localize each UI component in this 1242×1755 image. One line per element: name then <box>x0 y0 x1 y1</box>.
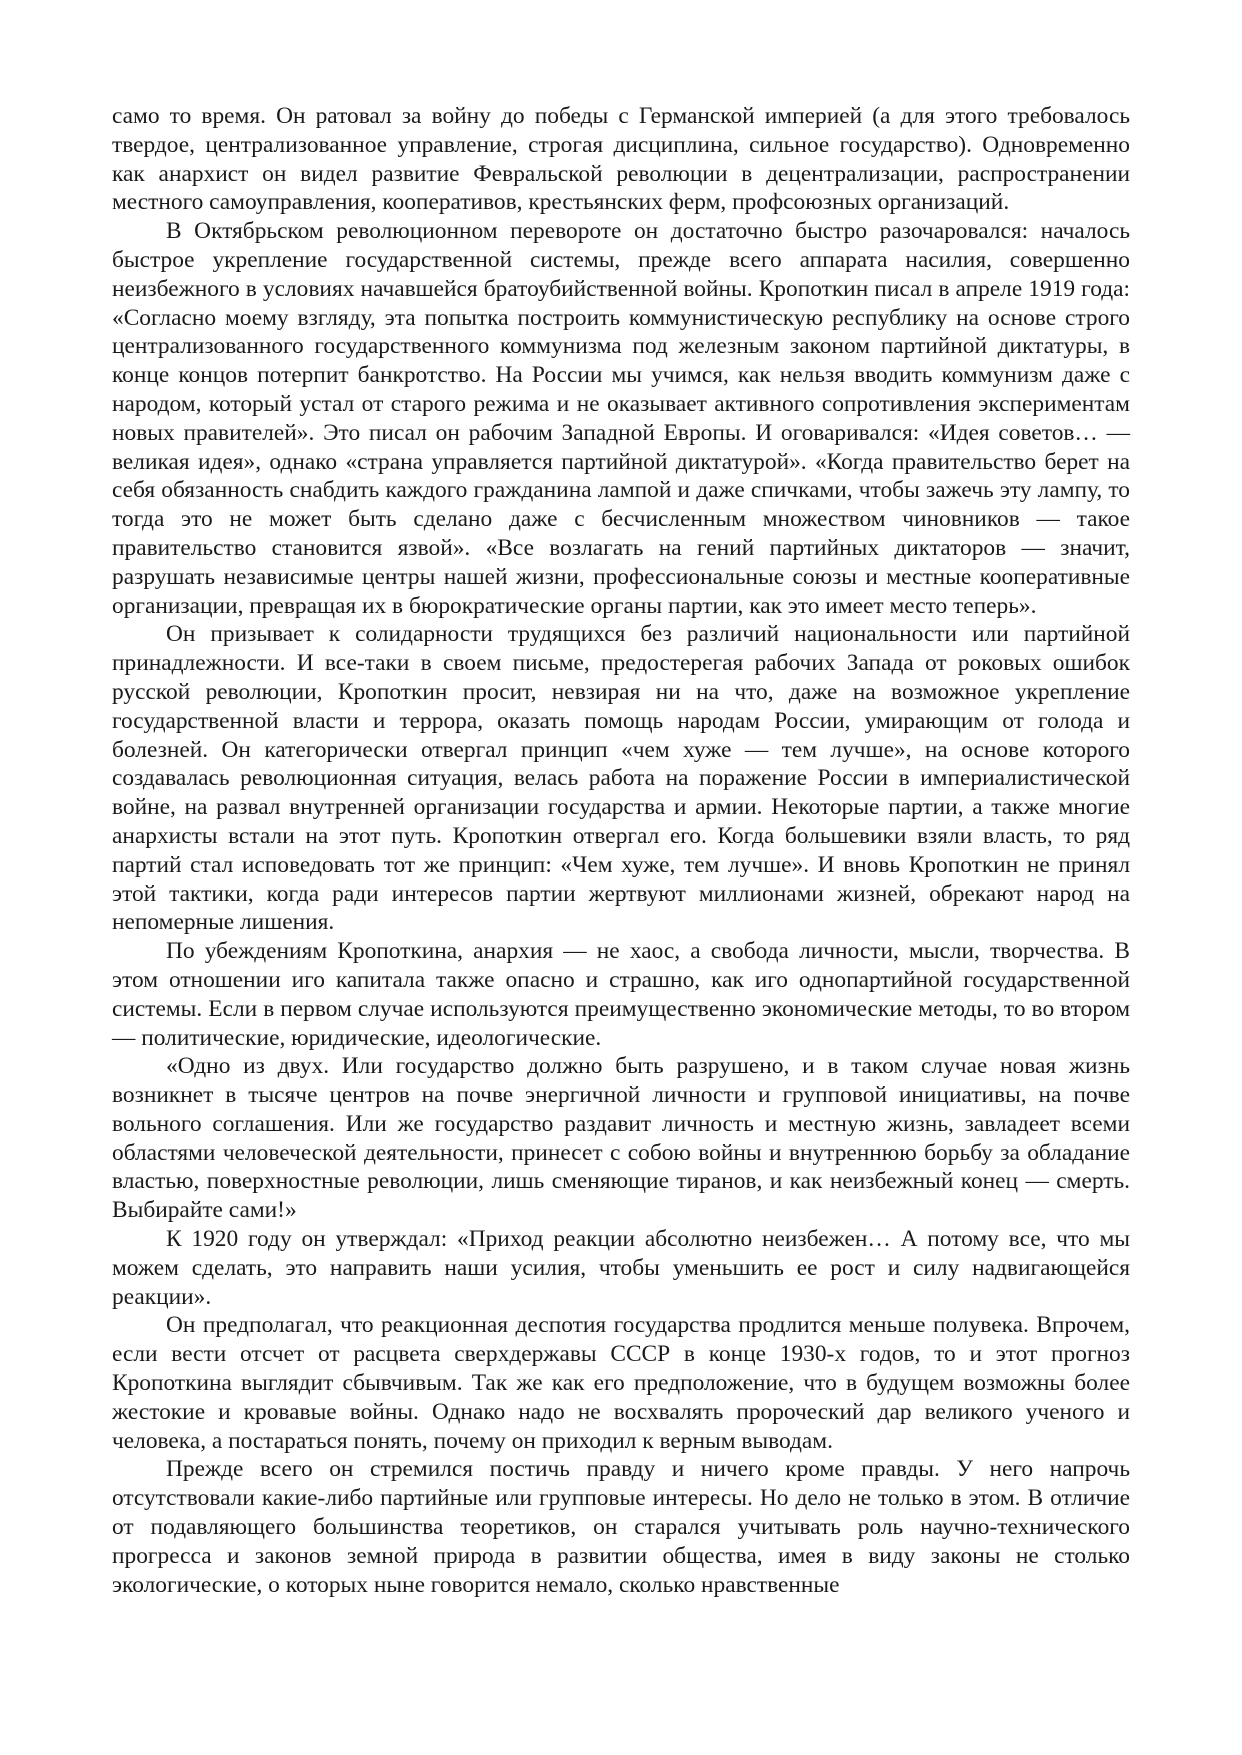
paragraph-7: Он предполагал, что реакционная деспотия государства продлится меньше полувека. Впрочем, если вести отсчет от расцвета сверхдержавы СССР в конце 1930-х годов, то и этот прогноз Кропоткина выглядит сбывчивым. Так же как его предположение, что в будущем возможны более жестокие и кровавые войны. Однако надо не восхвалять пророческий дар великого ученого и человека, а постараться понять, почему он приходил к верным выводам. <box>112 1312 1130 1454</box>
paragraph-5: «Одно из двух. Или государство должно быть разрушено, и в таком случае новая жизнь возникнет в тысяче центров на почве энергичной личности и групповой инициативы, на почве вольного соглашения. Или же государство раздавит личность и местную жизнь, завладеет всеми областями человеческой деятельности, принесет с собою войны и внутреннюю борьбу за обладание властью, поверхностные революции, лишь сменяющие тиранов, и как неизбежный конец — смерть. Выбирайте сами!» <box>112 1053 1130 1224</box>
paragraph-2: В Октябрьском революционном перевороте он достаточно быстро разочаровался: началось быстрое укрепление государственной системы, прежде всего аппарата насилия, совершенно неизбежного в условиях начавшейся братоубийственной войны. Кропоткин писал в апреле 1919 года: «Согласно моему взгляду, эта попытка построить коммунистическую республику на основе строго централизованного государственного коммунизма под железным законом партийной диктатуры, в конце концов потерпит банкротство. На России мы учимся, как нельзя вводить коммунизм даже с народом, который устал от старого режима и не оказывает активного сопротивления экспериментам новых правителей». Это писал он рабочим Западной Европы. И оговаривался: «Идея советов… — великая идея», однако «страна управляется партийной диктатурой». «Когда правительство берет на себя обязанность снабдить каждого гражданина лампой и даже спичками, чтобы зажечь эту лампу, то тогда это не может быть сделано даже с бесчисленным множеством чиновников — такое правительство становится язвой». «Все возлагать на гений партийных диктаторов — значит, разрушать независимые центры нашей жизни, профессиональные союзы и местные кооперативные организации, превращая их в бюрократические органы партии, как это имеет место теперь». <box>112 218 1130 619</box>
document-page <box>112 102 1130 1599</box>
paragraph-6: К 1920 году он утверждал: «Приход реакции абсолютно неизбежен… А потому все, что мы можем сделать, это направить наши усилия, чтобы уменьшить ее рост и силу надвигающейся реакции». <box>112 1226 1130 1310</box>
paragraph-8: Прежде всего он стремился постичь правду и ничего кроме правды. У него напрочь отсутствовали какие-либо партийные или групповые интересы. Но дело не только в этом. В отличие от подавляющего большинства теоретиков, он старался учитывать роль научно-технического прогресса и законов земной природа в развитии общества, имея в виду законы не столько экологические, о которых ныне говорится немало, сколько нравственные <box>112 1456 1130 1598</box>
paragraph-1: само то время. Он ратовал за войну до победы с Германской империей (а для этого требовалось твердое, централизованное управление, строгая дисциплина, сильное государство). Одновременно как анархист он видел развитие Февральской революции в децентрализации, распространении местного самоуправления, кооперативов, крестьянских ферм, профсоюзных организаций. <box>112 103 1130 216</box>
paragraph-4: По убеждениям Кропоткина, анархия — не хаос, а свобода личности, мысли, творчества. В этом отношении иго капитала также опасно и страшно, как иго однопартийной государственной системы. Если в первом случае используются преимущественно экономические методы, то во втором — политические, юридические, идеологические. <box>112 938 1130 1051</box>
paragraph-3: Он призывает к солидарности трудящихся без различий национальности или партийной принадлежности. И все-таки в своем письме, предостерегая рабочих Запада от роковых ошибок русской революции, Кропоткин просит, невзирая ни на что, даже на возможное укрепление государственной власти и террора, оказать помощь народам России, умирающим от голода и болезней. Он категорически отвергал принцип «чем хуже — тем лучше», на основе которого создавалась революционная ситуация, велась работа на поражение России в империалистической войне, на развал внутренней организации государства и армии. Некоторые партии, а также многие анархисты встали на этот путь. Кропоткин отвергал его. Когда большевики взяли власть, то ряд партий стал исповедовать тот же принцип: «Чем хуже, тем лучше». И вновь Кропоткин не принял этой тактики, когда ради интересов партии жертвуют миллионами жизней, обрекают народ на непомерные лишения. <box>112 621 1130 936</box>
